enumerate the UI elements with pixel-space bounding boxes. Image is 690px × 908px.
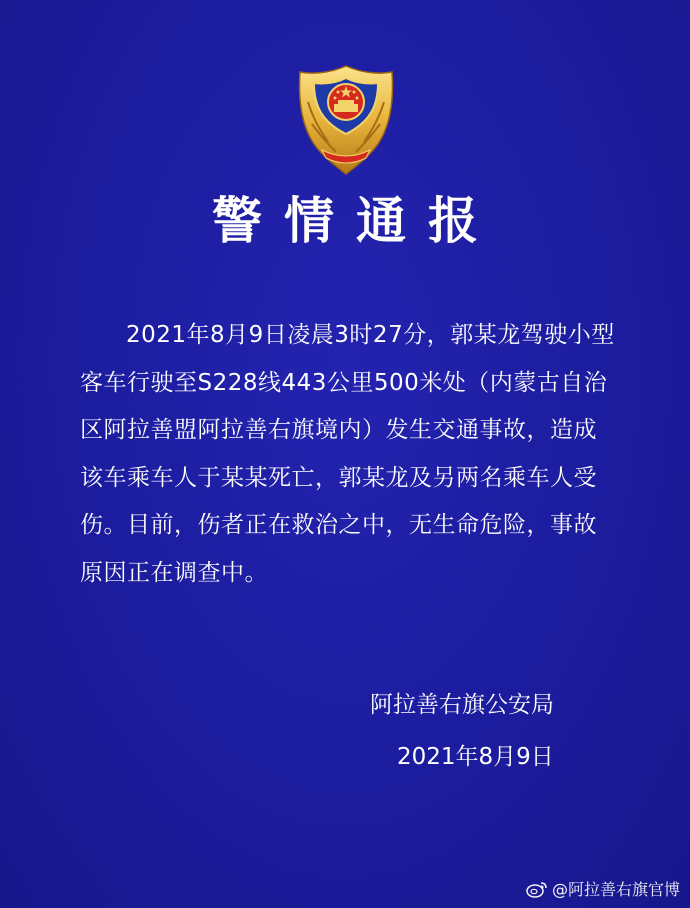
- notice-title: 警情通报: [212, 192, 500, 250]
- issue-date: 2021年8月9日: [397, 744, 554, 770]
- weibo-watermark: [526, 877, 680, 900]
- weibo-icon: [526, 880, 548, 898]
- notice-body: 2021年8月9日凌晨3时27分，郭某龙驾驶小型客车行驶至S228线443公里500米处（内蒙古自治区阿拉善盟阿拉善右旗境内）发生交通事故，造成该车乘车人于某某死亡，郭某龙及另两名乘车人受伤。目前，伤者正在救治之中，无生命危险，事故原因正在调查中。: [80, 322, 615, 586]
- police-emblem-icon: [288, 62, 404, 178]
- issuer-name: 阿拉善右旗公安局: [370, 692, 554, 718]
- watermark-text: @阿拉善右旗官博: [551, 880, 680, 899]
